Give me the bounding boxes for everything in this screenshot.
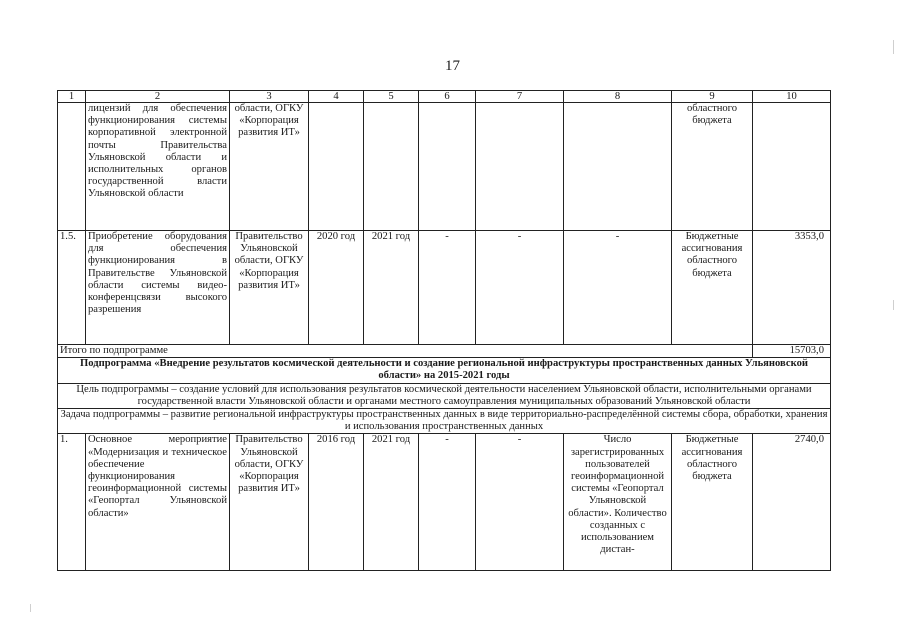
cell-col8: - <box>564 231 672 345</box>
subtotal-value: 15703,0 <box>753 345 831 358</box>
cell-num: 1.5. <box>58 231 86 345</box>
cell-col6: - <box>419 231 476 345</box>
col-header-7: 7 <box>476 91 564 103</box>
scan-artifact <box>893 40 894 54</box>
subprogram-goal: Цель подпрограммы – создание условий для использования результатов космической деятельности населением Ульяновской области, исполнительными органами государственной власти Ульяновской области и органами местного самоуправления муниципальных образований Ульяновской области <box>58 383 831 408</box>
scan-artifact <box>30 604 31 612</box>
cell-amount: 3353,0 <box>753 231 831 345</box>
cell-col7 <box>476 103 564 231</box>
task-row <box>58 409 831 434</box>
page-number: 17 <box>445 58 460 74</box>
table-row-1-5 <box>58 231 831 345</box>
goal-row <box>58 383 831 408</box>
col-header-9: 9 <box>672 91 753 103</box>
col-header-3: 3 <box>230 91 309 103</box>
scan-artifact <box>893 300 894 310</box>
col-header-2: 2 <box>86 91 230 103</box>
subprogram-title-row <box>58 358 831 383</box>
table-row-1 <box>58 434 831 571</box>
cell-col7: - <box>476 231 564 345</box>
col-header-4: 4 <box>309 91 364 103</box>
program-table <box>57 90 831 571</box>
cell-col7: - <box>476 434 564 571</box>
cell-start: 2020 год <box>309 231 364 345</box>
cell-end: 2021 год <box>364 434 419 571</box>
cell-end <box>364 103 419 231</box>
cell-num: 1. <box>58 434 86 571</box>
cell-executor: Правительство Ульяновской области, ОГКУ «Корпорация развития ИТ» <box>230 231 309 345</box>
cell-activity: Основное мероприятие «Модернизация и техническое обеспечение функционирования геоинформационной системы «Геопортал Ульяновской области» <box>86 434 230 571</box>
cell-indicator: Число зарегистрированных пользователей геоинформационной системы «Геопортал Ульяновской области». Количество созданных с использованием дистан- <box>564 434 672 571</box>
col-header-5: 5 <box>364 91 419 103</box>
cell-end: 2021 год <box>364 231 419 345</box>
column-numbers-row <box>58 91 831 103</box>
cell-funding: Бюджетные ассигнования областного бюджета <box>672 434 753 571</box>
col-header-8: 8 <box>564 91 672 103</box>
col-header-1: 1 <box>58 91 86 103</box>
subtotal-label: Итого по подпрограмме <box>58 345 753 358</box>
cell-executor: Правительство Ульяновской области, ОГКУ «Корпорация развития ИТ» <box>230 434 309 571</box>
subtotal-row <box>58 345 831 358</box>
subprogram-task: Задача подпрограммы – развитие региональной инфраструктуры пространственных данных в виде территориально-распределённой системы сбора, обработки, хранения и использования пространственных данных <box>58 409 831 434</box>
cell-activity: лицензий для обеспечения функционирования системы корпоративной электронной почты Правительства Ульяновской области и исполнительных органов государственной власти Ульяновской области <box>86 103 230 231</box>
cell-amount: 2740,0 <box>753 434 831 571</box>
cell-num <box>58 103 86 231</box>
col-header-6: 6 <box>419 91 476 103</box>
cell-col6: - <box>419 434 476 571</box>
cell-start <box>309 103 364 231</box>
col-header-10: 10 <box>753 91 831 103</box>
cell-amount <box>753 103 831 231</box>
cell-executor: области, ОГКУ «Корпорация развития ИТ» <box>230 103 309 231</box>
subprogram-title: Подпрограмма «Внедрение результатов космической деятельности и создание региональной инфраструктуры пространственных данных Ульяновской области» на 2015-2021 годы <box>58 358 831 383</box>
cell-col6 <box>419 103 476 231</box>
cell-activity: Приобретение оборудования для обеспечения функционирования в Правительстве Ульяновской области системы видео-конференцсвязи высокого разрешения <box>86 231 230 345</box>
cell-col8 <box>564 103 672 231</box>
cell-start: 2016 год <box>309 434 364 571</box>
cell-funding: Бюджетные ассигнования областного бюджета <box>672 231 753 345</box>
cell-funding: областного бюджета <box>672 103 753 231</box>
table-row-continued <box>58 103 831 231</box>
